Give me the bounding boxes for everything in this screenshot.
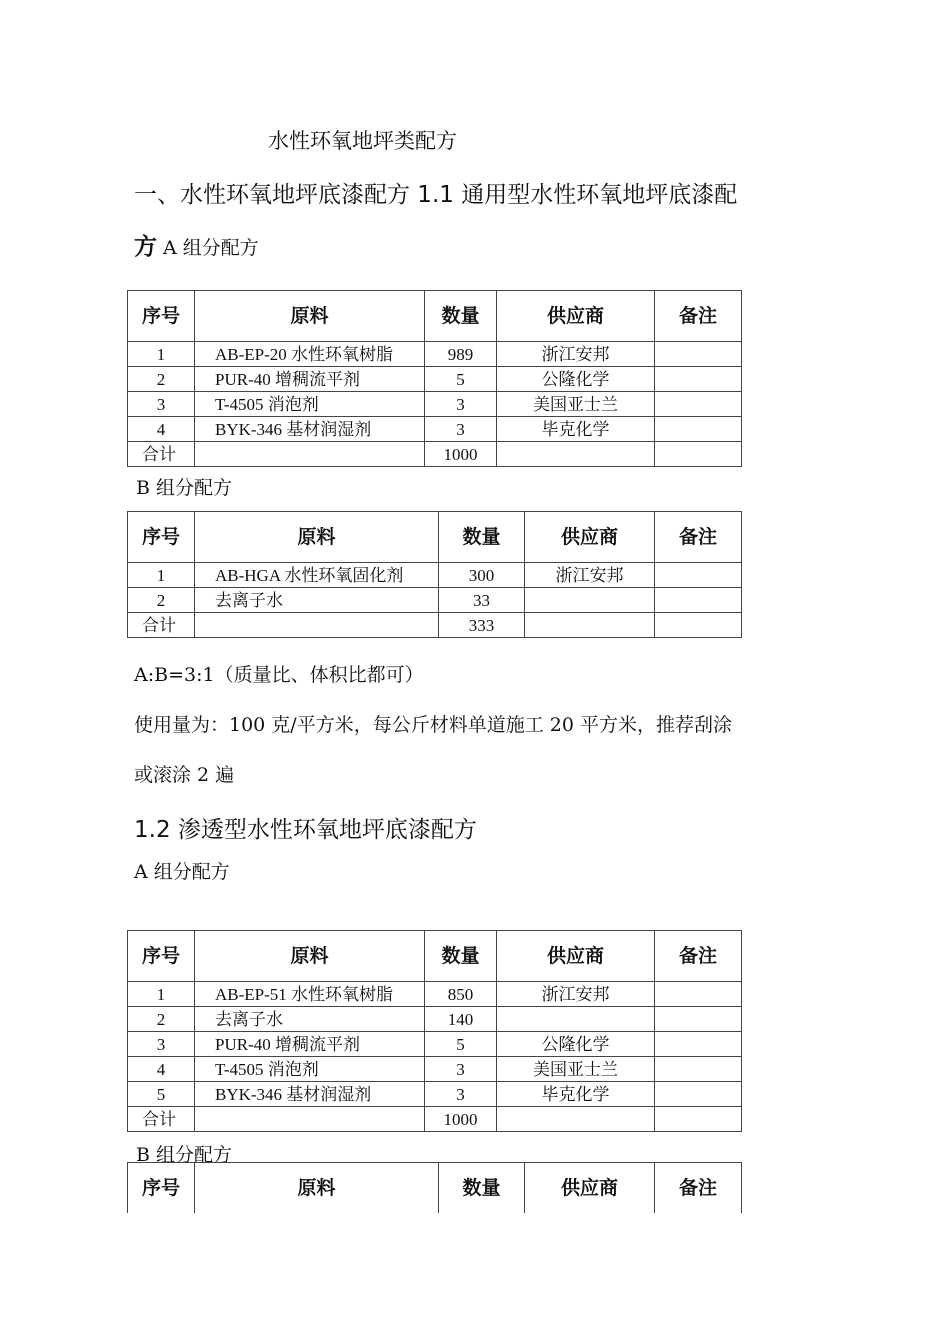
header-qty: 数量 bbox=[439, 1163, 525, 1214]
cell-no: 2 bbox=[128, 367, 195, 392]
cell-supplier: 浙江安邦 bbox=[497, 982, 655, 1007]
header-note: 备注 bbox=[655, 1163, 742, 1214]
cell-total-qty: 333 bbox=[439, 613, 525, 638]
cell-material: PUR-40 增稠流平剂 bbox=[195, 1032, 425, 1057]
header-material: 原料 bbox=[195, 931, 425, 982]
cell-supplier: 美国亚士兰 bbox=[497, 392, 655, 417]
cell-empty bbox=[195, 1107, 425, 1132]
cell-empty bbox=[195, 442, 425, 467]
cell-empty bbox=[195, 613, 439, 638]
cell-total-label: 合计 bbox=[128, 1107, 195, 1132]
table-row bbox=[128, 417, 742, 442]
cell-empty bbox=[497, 1107, 655, 1132]
table-b-component-1 bbox=[127, 511, 742, 638]
cell-supplier: 公隆化学 bbox=[497, 367, 655, 392]
cell-supplier: 公隆化学 bbox=[497, 1032, 655, 1057]
cell-supplier: 浙江安邦 bbox=[497, 342, 655, 367]
table-row bbox=[128, 367, 742, 392]
table-a-component-2 bbox=[127, 930, 742, 1132]
header-supplier: 供应商 bbox=[525, 512, 655, 563]
table-row bbox=[128, 1032, 742, 1057]
cell-qty: 33 bbox=[439, 588, 525, 613]
a-component-label-2: A 组分配方 bbox=[134, 861, 230, 883]
ratio-text: A:B=3:1（质量比、体积比都可） bbox=[134, 664, 424, 686]
cell-material: T-4505 消泡剂 bbox=[195, 1057, 425, 1082]
cell-no: 4 bbox=[128, 417, 195, 442]
cell-material: BYK-346 基材润湿剂 bbox=[195, 417, 425, 442]
cell-qty: 3 bbox=[425, 1082, 497, 1107]
table-row bbox=[128, 982, 742, 1007]
table-row bbox=[128, 342, 742, 367]
cell-no: 2 bbox=[128, 588, 195, 613]
cell-total-label: 合计 bbox=[128, 442, 195, 467]
section-1-heading: 一、水性环氧地坪底漆配方 1.1 通用型水性环氧地坪底漆配 bbox=[134, 182, 738, 208]
cell-empty bbox=[655, 1107, 742, 1132]
cell-supplier: 浙江安邦 bbox=[525, 563, 655, 588]
cell-qty: 3 bbox=[425, 417, 497, 442]
header-note: 备注 bbox=[655, 512, 742, 563]
cell-empty bbox=[655, 442, 742, 467]
cell-qty: 989 bbox=[425, 342, 497, 367]
b-component-label-2: B 组分配方 bbox=[136, 1144, 233, 1166]
table-row bbox=[128, 588, 742, 613]
header-note: 备注 bbox=[655, 291, 742, 342]
cell-supplier: 毕克化学 bbox=[497, 417, 655, 442]
table-total-row bbox=[128, 613, 742, 638]
cell-empty bbox=[655, 613, 742, 638]
table-row bbox=[128, 563, 742, 588]
cell-note bbox=[655, 1007, 742, 1032]
cell-note bbox=[655, 367, 742, 392]
header-no: 序号 bbox=[128, 512, 195, 563]
cell-total-qty: 1000 bbox=[425, 1107, 497, 1132]
cell-empty bbox=[525, 613, 655, 638]
cell-material: AB-HGA 水性环氧固化剂 bbox=[195, 563, 439, 588]
cell-no: 3 bbox=[128, 1032, 195, 1057]
cell-qty: 3 bbox=[425, 392, 497, 417]
cell-no: 2 bbox=[128, 1007, 195, 1032]
header-material: 原料 bbox=[195, 512, 439, 563]
cell-note bbox=[655, 1082, 742, 1107]
header-qty: 数量 bbox=[439, 512, 525, 563]
cell-no: 3 bbox=[128, 392, 195, 417]
header-supplier: 供应商 bbox=[497, 931, 655, 982]
cell-note bbox=[655, 982, 742, 1007]
cell-qty: 5 bbox=[425, 367, 497, 392]
cell-qty: 140 bbox=[425, 1007, 497, 1032]
table-total-row bbox=[128, 1107, 742, 1132]
table-b-component-2 bbox=[127, 1162, 742, 1213]
header-qty: 数量 bbox=[425, 291, 497, 342]
header-supplier: 供应商 bbox=[497, 291, 655, 342]
document-title: 水性环氧地坪类配方 bbox=[268, 129, 457, 153]
cell-qty: 300 bbox=[439, 563, 525, 588]
usage-text-line1: 使用量为：100 克/平方米，每公斤材料单道施工 20 平方米，推荐刮涂 bbox=[134, 714, 732, 736]
cell-no: 1 bbox=[128, 563, 195, 588]
cell-supplier bbox=[525, 588, 655, 613]
table-row bbox=[128, 392, 742, 417]
cell-material: BYK-346 基材润湿剂 bbox=[195, 1082, 425, 1107]
cell-note bbox=[655, 1057, 742, 1082]
cell-total-label: 合计 bbox=[128, 613, 195, 638]
cell-note bbox=[655, 1032, 742, 1057]
cell-note bbox=[655, 588, 742, 613]
cell-qty: 850 bbox=[425, 982, 497, 1007]
cell-note bbox=[655, 417, 742, 442]
cell-total-qty: 1000 bbox=[425, 442, 497, 467]
cell-material: T-4505 消泡剂 bbox=[195, 392, 425, 417]
header-material: 原料 bbox=[195, 291, 425, 342]
usage-text-line2: 或滚涂 2 遍 bbox=[134, 764, 235, 786]
header-supplier: 供应商 bbox=[525, 1163, 655, 1214]
cell-empty bbox=[497, 442, 655, 467]
section-1-heading-cont bbox=[134, 228, 259, 261]
cell-material: AB-EP-51 水性环氧树脂 bbox=[195, 982, 425, 1007]
cell-qty: 5 bbox=[425, 1032, 497, 1057]
cell-no: 1 bbox=[128, 342, 195, 367]
b-component-label: B 组分配方 bbox=[136, 477, 233, 499]
table-row bbox=[128, 1057, 742, 1082]
cell-supplier: 毕克化学 bbox=[497, 1082, 655, 1107]
cell-material: AB-EP-20 水性环氧树脂 bbox=[195, 342, 425, 367]
section-1-2-heading: 1.2 渗透型水性环氧地坪底漆配方 bbox=[134, 817, 477, 843]
table-total-row bbox=[128, 442, 742, 467]
cell-note bbox=[655, 342, 742, 367]
cell-material: 去离子水 bbox=[195, 1007, 425, 1032]
header-no: 序号 bbox=[128, 1163, 195, 1214]
cell-no: 5 bbox=[128, 1082, 195, 1107]
heading-continuation: 方 bbox=[134, 234, 157, 260]
cell-note bbox=[655, 563, 742, 588]
cell-note bbox=[655, 392, 742, 417]
cell-material: 去离子水 bbox=[195, 588, 439, 613]
cell-material: PUR-40 增稠流平剂 bbox=[195, 367, 425, 392]
cell-no: 4 bbox=[128, 1057, 195, 1082]
header-note: 备注 bbox=[655, 931, 742, 982]
cell-supplier bbox=[497, 1007, 655, 1032]
header-no: 序号 bbox=[128, 291, 195, 342]
table-row bbox=[128, 1082, 742, 1107]
cell-no: 1 bbox=[128, 982, 195, 1007]
cell-qty: 3 bbox=[425, 1057, 497, 1082]
cell-supplier: 美国亚士兰 bbox=[497, 1057, 655, 1082]
header-qty: 数量 bbox=[425, 931, 497, 982]
table-row bbox=[128, 1007, 742, 1032]
header-material: 原料 bbox=[195, 1163, 439, 1214]
header-no: 序号 bbox=[128, 931, 195, 982]
a-component-label: A 组分配方 bbox=[157, 237, 259, 259]
table-a-component-1 bbox=[127, 290, 742, 467]
